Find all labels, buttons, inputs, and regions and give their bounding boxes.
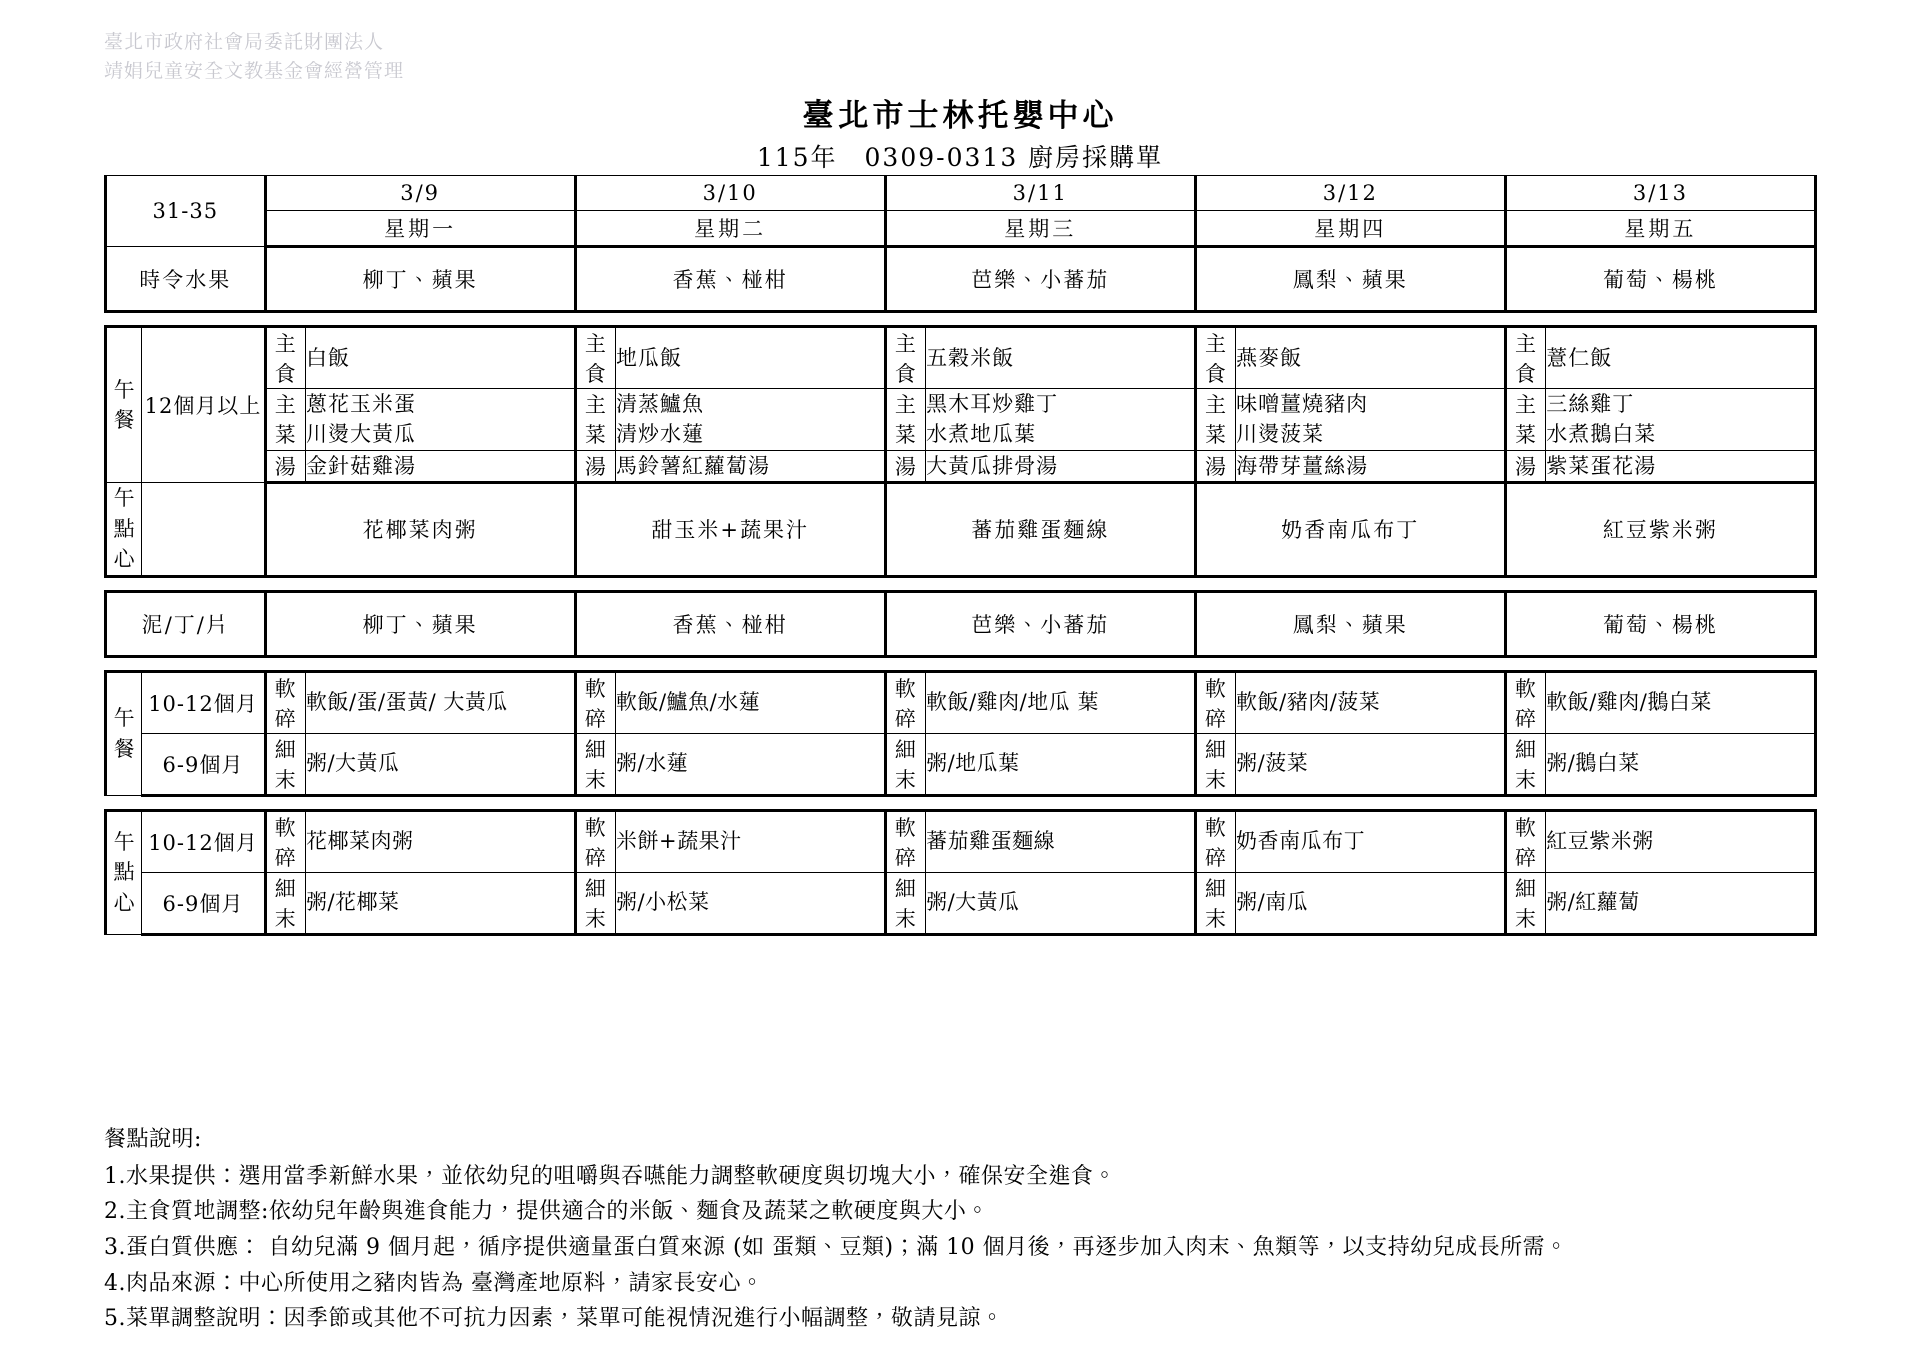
note-item-5: 5.菜單調整說明：因季節或其他不可抗力因素，菜單可能視情況進行小幅調整，敬請見諒。 [104, 1306, 1004, 1332]
seasonal-fruit-2: 芭樂、小蕃茄 [885, 247, 1195, 312]
baby-lunch-section-label-char-1: 餐 [113, 736, 135, 761]
menu-table-wrapper [104, 175, 1817, 936]
lunch-main-4-line-1: 水煮鵝白菜 [1546, 422, 1657, 447]
tag-staple-2: 主食 [885, 327, 925, 389]
spacer-cell [106, 312, 1816, 327]
header-weekday-3: 星期四 [1195, 211, 1505, 247]
lunch-main-2-line-1: 水煮地瓜葉 [926, 422, 1037, 447]
lunch-main-2-line-0: 黑木耳炒雞丁 [926, 392, 1059, 416]
baby-snack-row-10-12 [106, 810, 1816, 872]
lunch-section-label-char-0: 午 [113, 377, 135, 402]
lunch-main-3-line-1: 川燙菠菜 [1236, 422, 1325, 447]
weekly-menu-table [104, 175, 1817, 936]
snack-section-label-char-2: 心 [113, 547, 135, 572]
lunch-section-label-char-1: 餐 [113, 408, 135, 433]
lunch-staple-1: 地瓜飯 [616, 327, 886, 389]
baby-snack-6-9-0: 粥/花椰菜 [305, 872, 575, 934]
baby-snack-tag-6-9-2: 細末 [885, 872, 925, 934]
baby-snack-section-label-char-1: 點 [113, 860, 135, 885]
baby-snack-10-12-0: 花椰菜肉粥 [305, 810, 575, 872]
spacer-row-1 [106, 312, 1816, 327]
baby-snack-tag-10-12-1: 軟碎 [575, 810, 615, 872]
tag-staple-1: 主食 [575, 327, 615, 389]
lunch-soup-row [106, 450, 1816, 482]
baby-lunch-6-9-2: 粥/地瓜葉 [926, 733, 1196, 795]
lunch-section-label [106, 327, 142, 483]
lunch-soup-1: 馬鈴薯紅蘿蔔湯 [616, 450, 886, 482]
puree-fruit-1: 香蕉、椪柑 [575, 591, 885, 656]
tag-soup-3: 湯 [1195, 450, 1235, 482]
lunch-staple-3: 燕麥飯 [1236, 327, 1506, 389]
note-item-4: 4.肉品來源：中心所使用之豬肉皆為 臺灣產地原料，請家長安心。 [104, 1270, 764, 1296]
seasonal-fruit-1: 香蕉、椪柑 [575, 247, 885, 312]
baby-snack-age-6-9: 6-9個月 [142, 872, 265, 934]
lunch-soup-4: 紫菜蛋花湯 [1546, 450, 1816, 482]
baby-lunch-tag-6-9-0: 細末 [265, 733, 305, 795]
baby-snack-tag-6-9-3: 細末 [1195, 872, 1235, 934]
org-line-2: 靖娟兒童安全文教基金會經營管理 [104, 60, 405, 83]
baby-lunch-6-9-4: 粥/鵝白菜 [1546, 733, 1816, 795]
baby-lunch-age-10-12: 10-12個月 [142, 671, 265, 733]
seasonal-fruit-label: 時令水果 [106, 247, 266, 312]
header-date-3: 3/12 [1195, 176, 1505, 211]
lunch-staple-4: 薏仁飯 [1546, 327, 1816, 389]
baby-lunch-10-12-0-line-0: 軟飯/蛋/蛋黃/ [305, 689, 437, 714]
tag-soup-2: 湯 [885, 450, 925, 482]
puree-fruit-0: 柳丁、蘋果 [265, 591, 575, 656]
spacer-row-2 [106, 576, 1816, 591]
tag-main-1: 主菜 [575, 389, 615, 451]
baby-snack-10-12-2: 蕃茄雞蛋麵線 [926, 810, 1196, 872]
baby-lunch-10-12-1-line-0: 軟飯/鱸魚/水蓮 [616, 689, 761, 714]
baby-snack-section-label-char-0: 午 [113, 829, 135, 854]
baby-lunch-10-12-0-line-1: 大黃瓜 [443, 689, 508, 714]
header-weekday-0: 星期一 [265, 211, 575, 247]
baby-lunch-age-6-9: 6-9個月 [142, 733, 265, 795]
baby-lunch-row-6-9 [106, 733, 1816, 795]
spacer-row-3 [106, 656, 1816, 671]
baby-lunch-tag-6-9-2: 細末 [885, 733, 925, 795]
puree-fruit-3: 鳳梨、蘋果 [1195, 591, 1505, 656]
lunch-soup-2: 大黃瓜排骨湯 [926, 450, 1196, 482]
lunch-main-0 [305, 389, 575, 451]
spacer-cell-2 [106, 576, 1816, 591]
baby-snack-6-9-3: 粥/南瓜 [1236, 872, 1506, 934]
lunch-main-4-line-0: 三絲雞丁 [1546, 392, 1635, 416]
note-item-3: 3.蛋白質供應： 自幼兒滿 9 個月起，循序提供適量蛋白質來源 (如 蛋類、豆類)；滿 10 個月後，再逐步加入肉末、魚類等，以支持幼兒成長所需。 [104, 1234, 1568, 1260]
snack-section-label [106, 483, 142, 576]
header-date-2: 3/11 [885, 176, 1195, 211]
lunch-staple-row [106, 327, 1816, 389]
baby-snack-6-9-4: 粥/紅蘿蔔 [1546, 872, 1816, 934]
tag-staple-0: 主食 [265, 327, 305, 389]
lunch-soup-0: 金針菇雞湯 [305, 450, 575, 482]
baby-lunch-10-12-2 [926, 671, 1196, 733]
tag-main-3: 主菜 [1195, 389, 1235, 451]
baby-lunch-10-12-2-line-1: 葉 [1077, 689, 1099, 714]
baby-lunch-10-12-0 [305, 671, 575, 733]
org-line-1: 臺北市政府社會局委託財團法人 [104, 31, 385, 53]
tag-staple-3: 主食 [1195, 327, 1235, 389]
table-header-dates [106, 176, 1816, 211]
baby-snack-10-12-4: 紅豆紫米粥 [1546, 810, 1816, 872]
lunch-staple-0: 白飯 [305, 327, 575, 389]
lunch-main-0-line-1: 川燙大黃瓜 [305, 422, 416, 447]
snack-main-1: 甜玉米+蔬果汁 [575, 483, 885, 576]
puree-fruit-label: 泥/丁/片 [106, 591, 266, 656]
baby-snack-tag-6-9-0: 細末 [265, 872, 305, 934]
baby-snack-row-6-9 [106, 872, 1816, 934]
baby-lunch-6-9-3: 粥/菠菜 [1236, 733, 1506, 795]
baby-lunch-tag-6-9-4: 細末 [1505, 733, 1545, 795]
header-date-4: 3/13 [1505, 176, 1815, 211]
note-item-2: 2.主食質地調整:依幼兒年齡與進食能力，提供適合的米飯、麵食及蔬菜之軟硬度與大小。 [104, 1199, 989, 1225]
snack-main-row [106, 483, 1816, 576]
baby-lunch-6-9-1: 粥/水蓮 [616, 733, 886, 795]
baby-snack-section-label-char-2: 心 [113, 890, 135, 915]
baby-snack-tag-10-12-4: 軟碎 [1505, 810, 1545, 872]
lunch-main-1 [616, 389, 886, 451]
lunch-main-row [106, 389, 1816, 451]
baby-snack-6-9-2: 粥/大黃瓜 [926, 872, 1196, 934]
lunch-main-3-line-0: 味噌薑燒豬肉 [1236, 392, 1369, 416]
puree-fruit-row [106, 591, 1816, 656]
baby-lunch-tag-10-12-4: 軟碎 [1505, 671, 1545, 733]
tag-staple-4: 主食 [1505, 327, 1545, 389]
baby-lunch-tag-10-12-3: 軟碎 [1195, 671, 1235, 733]
lunch-main-1-line-1: 清炒水蓮 [616, 422, 705, 447]
header-weekday-1: 星期二 [575, 211, 885, 247]
tag-main-0: 主菜 [265, 389, 305, 451]
notes-section [104, 1122, 1864, 1337]
baby-snack-tag-10-12-0: 軟碎 [265, 810, 305, 872]
baby-snack-section-label [106, 810, 142, 934]
tag-main-2: 主菜 [885, 389, 925, 451]
baby-lunch-tag-10-12-2: 軟碎 [885, 671, 925, 733]
baby-lunch-tag-10-12-0: 軟碎 [265, 671, 305, 733]
tag-soup-4: 湯 [1505, 450, 1545, 482]
page-subtitle: 115年 0309-0313 廚房採購單 [756, 143, 1164, 172]
baby-lunch-section-label [106, 671, 142, 795]
lunch-staple-2: 五穀米飯 [926, 327, 1196, 389]
snack-main-0: 花椰菜肉粥 [265, 483, 575, 576]
table-header-weekdays [106, 211, 1816, 247]
baby-snack-age-10-12: 10-12個月 [142, 810, 265, 872]
note-item-1: 1.水果提供：選用當季新鮮水果，並依幼兒的咀嚼與吞嚥能力調整軟硬度與切塊大小，確保安全進食。 [104, 1163, 1116, 1189]
tag-main-4: 主菜 [1505, 389, 1545, 451]
baby-snack-6-9-1: 粥/小松菜 [616, 872, 886, 934]
baby-lunch-6-9-0: 粥/大黃瓜 [305, 733, 575, 795]
seasonal-fruit-row [106, 247, 1816, 312]
baby-snack-tag-10-12-3: 軟碎 [1195, 810, 1235, 872]
tag-soup-0: 湯 [265, 450, 305, 482]
baby-lunch-tag-6-9-1: 細末 [575, 733, 615, 795]
baby-lunch-10-12-4 [1546, 671, 1816, 733]
header-weekday-2: 星期三 [885, 211, 1195, 247]
snack-main-2: 蕃茄雞蛋麵線 [885, 483, 1195, 576]
lunch-soup-3: 海帶芽薑絲湯 [1236, 450, 1506, 482]
spacer-row-4 [106, 795, 1816, 810]
baby-snack-tag-6-9-1: 細末 [575, 872, 615, 934]
seasonal-fruit-0: 柳丁、蘋果 [265, 247, 575, 312]
puree-fruit-2: 芭樂、小蕃茄 [885, 591, 1195, 656]
baby-lunch-10-12-2-line-0: 軟飯/雞肉/地瓜 [926, 689, 1071, 714]
header-corner-cell: 31-35 [106, 176, 266, 247]
lunch-main-3 [1236, 389, 1506, 451]
snack-main-3: 奶香南瓜布丁 [1195, 483, 1505, 576]
snack-age-spacer [142, 483, 265, 576]
header-date-1: 3/10 [575, 176, 885, 211]
puree-fruit-4: 葡萄、楊桃 [1505, 591, 1815, 656]
baby-snack-10-12-1: 米餅+蔬果汁 [616, 810, 886, 872]
seasonal-fruit-3: 鳳梨、蘋果 [1195, 247, 1505, 312]
baby-lunch-10-12-1 [616, 671, 886, 733]
baby-lunch-tag-10-12-1: 軟碎 [575, 671, 615, 733]
baby-snack-10-12-3: 奶香南瓜布丁 [1236, 810, 1506, 872]
header-date-0: 3/9 [265, 176, 575, 211]
baby-lunch-10-12-4-line-0: 軟飯/雞肉/鵝白菜 [1546, 689, 1712, 714]
baby-snack-tag-6-9-4: 細末 [1505, 872, 1545, 934]
spacer-cell-4 [106, 795, 1816, 810]
baby-lunch-tag-6-9-3: 細末 [1195, 733, 1235, 795]
snack-main-4: 紅豆紫米粥 [1505, 483, 1815, 576]
snack-section-label-char-1: 點 [113, 516, 135, 541]
tag-soup-1: 湯 [575, 450, 615, 482]
spacer-cell-3 [106, 656, 1816, 671]
baby-lunch-10-12-3-line-0: 軟飯/豬肉/菠菜 [1236, 689, 1381, 714]
baby-lunch-section-label-char-0: 午 [113, 706, 135, 731]
notes-title: 餐點說明: [104, 1127, 202, 1152]
organization-header [104, 28, 404, 87]
lunch-main-0-line-0: 蔥花玉米蛋 [305, 392, 416, 416]
seasonal-fruit-4: 葡萄、楊桃 [1505, 247, 1815, 312]
baby-snack-tag-10-12-2: 軟碎 [885, 810, 925, 872]
header-weekday-4: 星期五 [1505, 211, 1815, 247]
page-title: 臺北市士林托嬰中心 [802, 98, 1118, 134]
baby-lunch-row-10-12 [106, 671, 1816, 733]
lunch-main-4 [1546, 389, 1816, 451]
lunch-main-2 [926, 389, 1196, 451]
lunch-main-1-line-0: 清蒸鱸魚 [616, 392, 705, 416]
snack-section-label-char-0: 午 [113, 486, 135, 511]
baby-lunch-10-12-3 [1236, 671, 1506, 733]
lunch-age-label: 12個月以上 [142, 327, 265, 483]
